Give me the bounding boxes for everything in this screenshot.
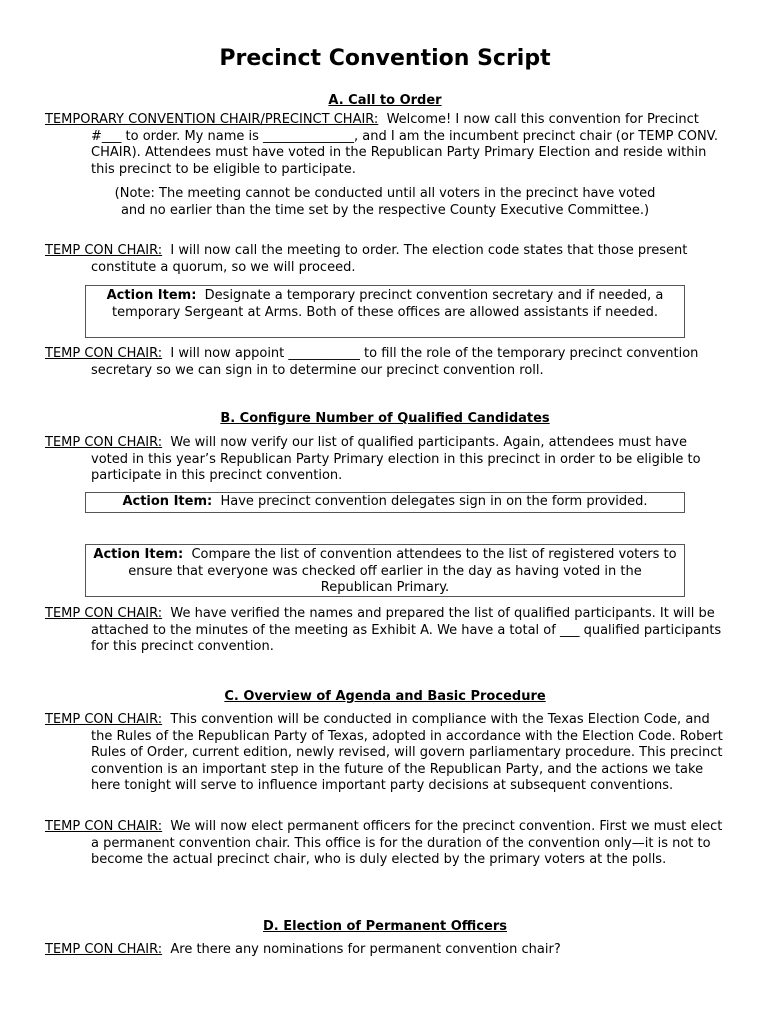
speaker-label: TEMP CON CHAIR: <box>45 346 163 361</box>
speaker-label: TEMP CON CHAIR: <box>45 243 163 258</box>
action-item-box <box>85 544 685 597</box>
speaker-text: Welcome! I now call this convention for Precinct #___ to order. My name is ______________, and I am the incumbent precinct chair (or TEMP CONV. CHAIR). Attendees must have voted in the Republican Party Primary Election and reside within this precinct to be eligible to participate. <box>91 112 719 177</box>
script-paragraph <box>45 606 725 656</box>
note-text: (Note: The meeting cannot be conducted until all voters in the precinct have voted and no earlier than the time set by the respective County Executive Committee.) <box>114 186 656 218</box>
action-item-label: Action Item: <box>106 288 197 303</box>
script-paragraph <box>45 819 725 869</box>
section-heading-call-to-order: A. Call to Order <box>328 93 442 108</box>
script-paragraph <box>45 112 725 178</box>
action-item-text: Have precinct convention delegates sign in on the form provided. <box>220 494 648 509</box>
speaker-text: We have verified the names and prepared the list of qualified participants. It will be attached to the minutes of the meeting as Exhibit A. We have a total of ___ qualified participants for this precinct convention. <box>91 606 722 654</box>
speaker-label: TEMP CON CHAIR: <box>45 435 163 450</box>
section-heading-qualified-candidates: B. Configure Number of Qualified Candidates <box>220 411 550 426</box>
script-paragraph <box>45 942 725 959</box>
script-paragraph <box>45 712 725 795</box>
speaker-text: I will now call the meeting to order. The election code states that those present constitute a quorum, so we will proceed. <box>91 243 688 275</box>
section-heading-permanent-officers: D. Election of Permanent Officers <box>263 919 507 934</box>
speaker-text: We will now elect permanent officers for the precinct convention. First we must elect a permanent convention chair. This office is for the duration of the convention only—it is not to become the actual precinct chair, who is duly elected by the primary voters at the polls. <box>91 819 723 867</box>
speaker-text: We will now verify our list of qualified participants. Again, attendees must have voted in this year’s Republican Party Primary election in this precinct in order to be eligible to participate in this precinct convention. <box>91 435 701 483</box>
action-item-label: Action Item: <box>93 547 184 562</box>
speaker-label: TEMP CON CHAIR: <box>45 819 163 834</box>
action-item-text: Compare the list of convention attendees to the list of registered voters to ensure that everyone was checked off earlier in the day as having voted in the Republican Primary. <box>128 547 677 595</box>
speaker-label: TEMP CON CHAIR: <box>45 606 163 621</box>
action-item-box <box>85 285 685 338</box>
section-heading-agenda-overview: C. Overview of Agenda and Basic Procedure <box>224 689 546 704</box>
speaker-label: TEMPORARY CONVENTION CHAIR/PRECINCT CHAIR: <box>45 112 379 127</box>
speaker-label: TEMP CON CHAIR: <box>45 942 163 957</box>
speaker-text: This convention will be conducted in compliance with the Texas Election Code, and the Rules of the Republican Party of Texas, adopted in accordance with the Election Code. Robert Rules of Order, current edition, newly revised, will govern parliamentary procedure. This precinct convention is an important step in the future of the Republican Party, and the actions we take here tonight will serve to influence important party decisions at subsequent conventions. <box>91 712 723 793</box>
script-paragraph <box>45 435 725 485</box>
action-item-box <box>85 492 685 513</box>
speaker-label: TEMP CON CHAIR: <box>45 712 163 727</box>
script-paragraph <box>45 346 725 379</box>
speaker-text: I will now appoint ___________ to fill the role of the temporary precinct convention secretary so we can sign in to determine our precinct convention roll. <box>91 346 699 378</box>
script-paragraph <box>45 243 725 276</box>
action-item-text: Designate a temporary precinct convention secretary and if needed, a temporary Sergeant at Arms. Both of these offices are allowed assistants if needed. <box>112 288 664 320</box>
speaker-text: Are there any nominations for permanent convention chair? <box>170 942 561 957</box>
page-title: Precinct Convention Script <box>219 46 551 71</box>
action-item-label: Action Item: <box>122 494 213 509</box>
